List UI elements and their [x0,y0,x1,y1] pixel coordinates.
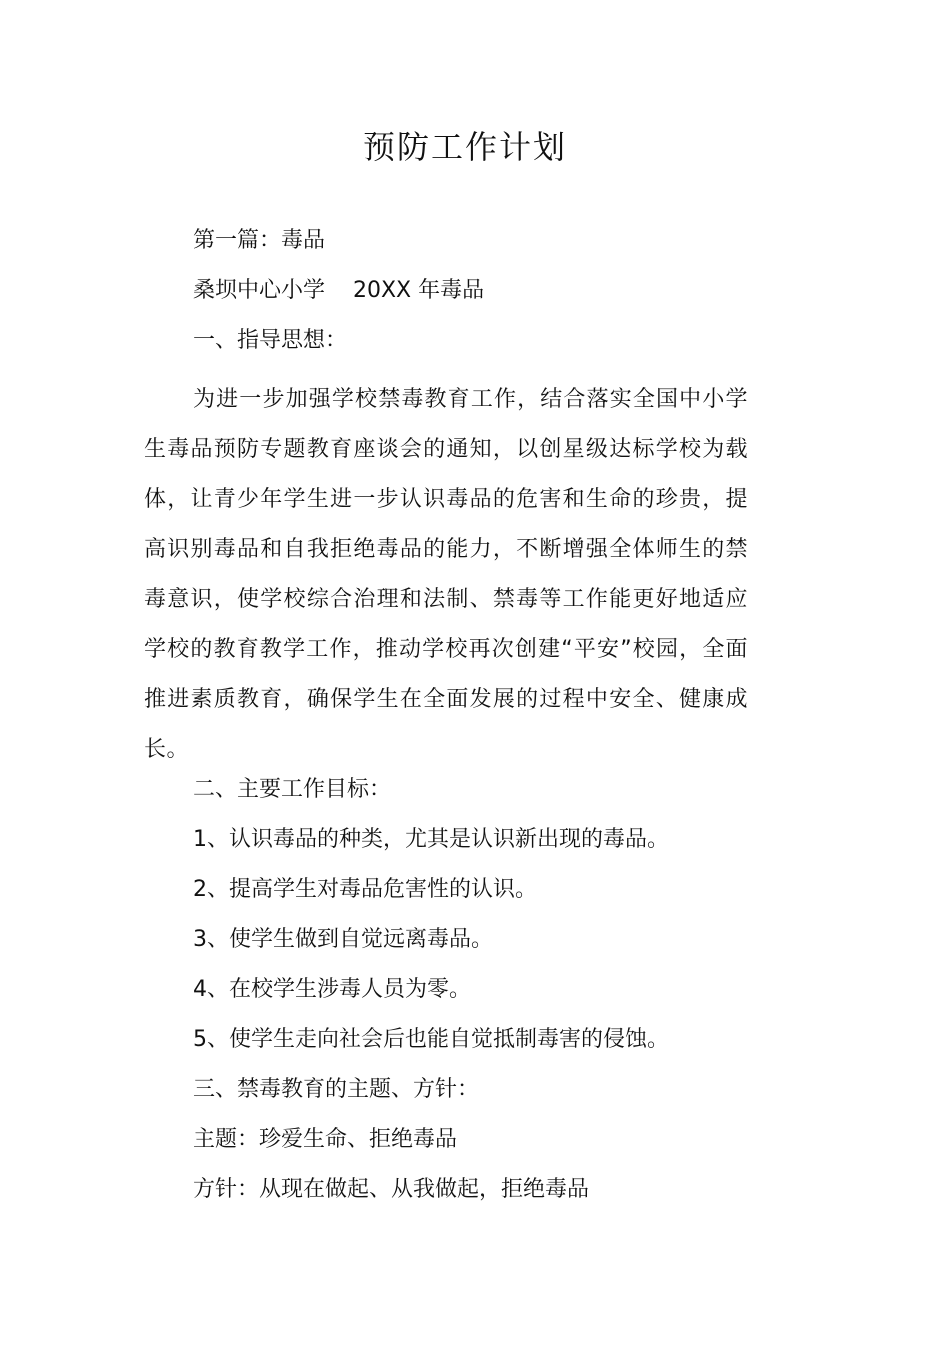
section1-paragraph: 为进一步加强学校禁毒教育工作，结合落实全国中小学生毒品预防专题教育座谈会的通知，以创星级达标学校为载体，让青少年学生进一步认识毒品的危害和生命的珍贵，提高识别毒品和自我拒绝毒品的能力，不断增强全体师生的禁毒意识，使学校综合治理和法制、禁毒等工作能更好地适应学校的教育教学工作，推动学校再次创建“平安”校园，全面推进素质教育，确保学生在全面发展的过程中安全、健康成长。 [144,387,748,762]
section1-heading: 一、指导思想： [193,328,348,353]
section2-heading: 二、主要工作目标： [193,777,392,802]
goal-item: 4、在校学生涉毒人员为零。 [193,977,471,1002]
goal-item: 3、使学生做到自觉远离毒品。 [193,927,493,952]
chapter-heading: 第一篇：毒品 [193,228,326,253]
section3-heading: 三、禁毒教育的主题、方针： [193,1077,480,1102]
school-line: 桑坝中心小学 20XX 年毒品 [193,278,485,303]
goal-item: 1、认识毒品的种类，尤其是认识新出现的毒品。 [193,827,669,852]
policy-line: 方针：从现在做起、从我做起，拒绝毒品 [193,1177,590,1202]
goal-item: 2、提高学生对毒品危害性的认识。 [193,877,537,902]
document-title: 预防工作计划 [362,128,567,166]
goal-item: 5、使学生走向社会后也能自觉抵制毒害的侵蚀。 [193,1027,669,1052]
theme-line: 主题：珍爱生命、拒绝毒品 [193,1127,458,1152]
